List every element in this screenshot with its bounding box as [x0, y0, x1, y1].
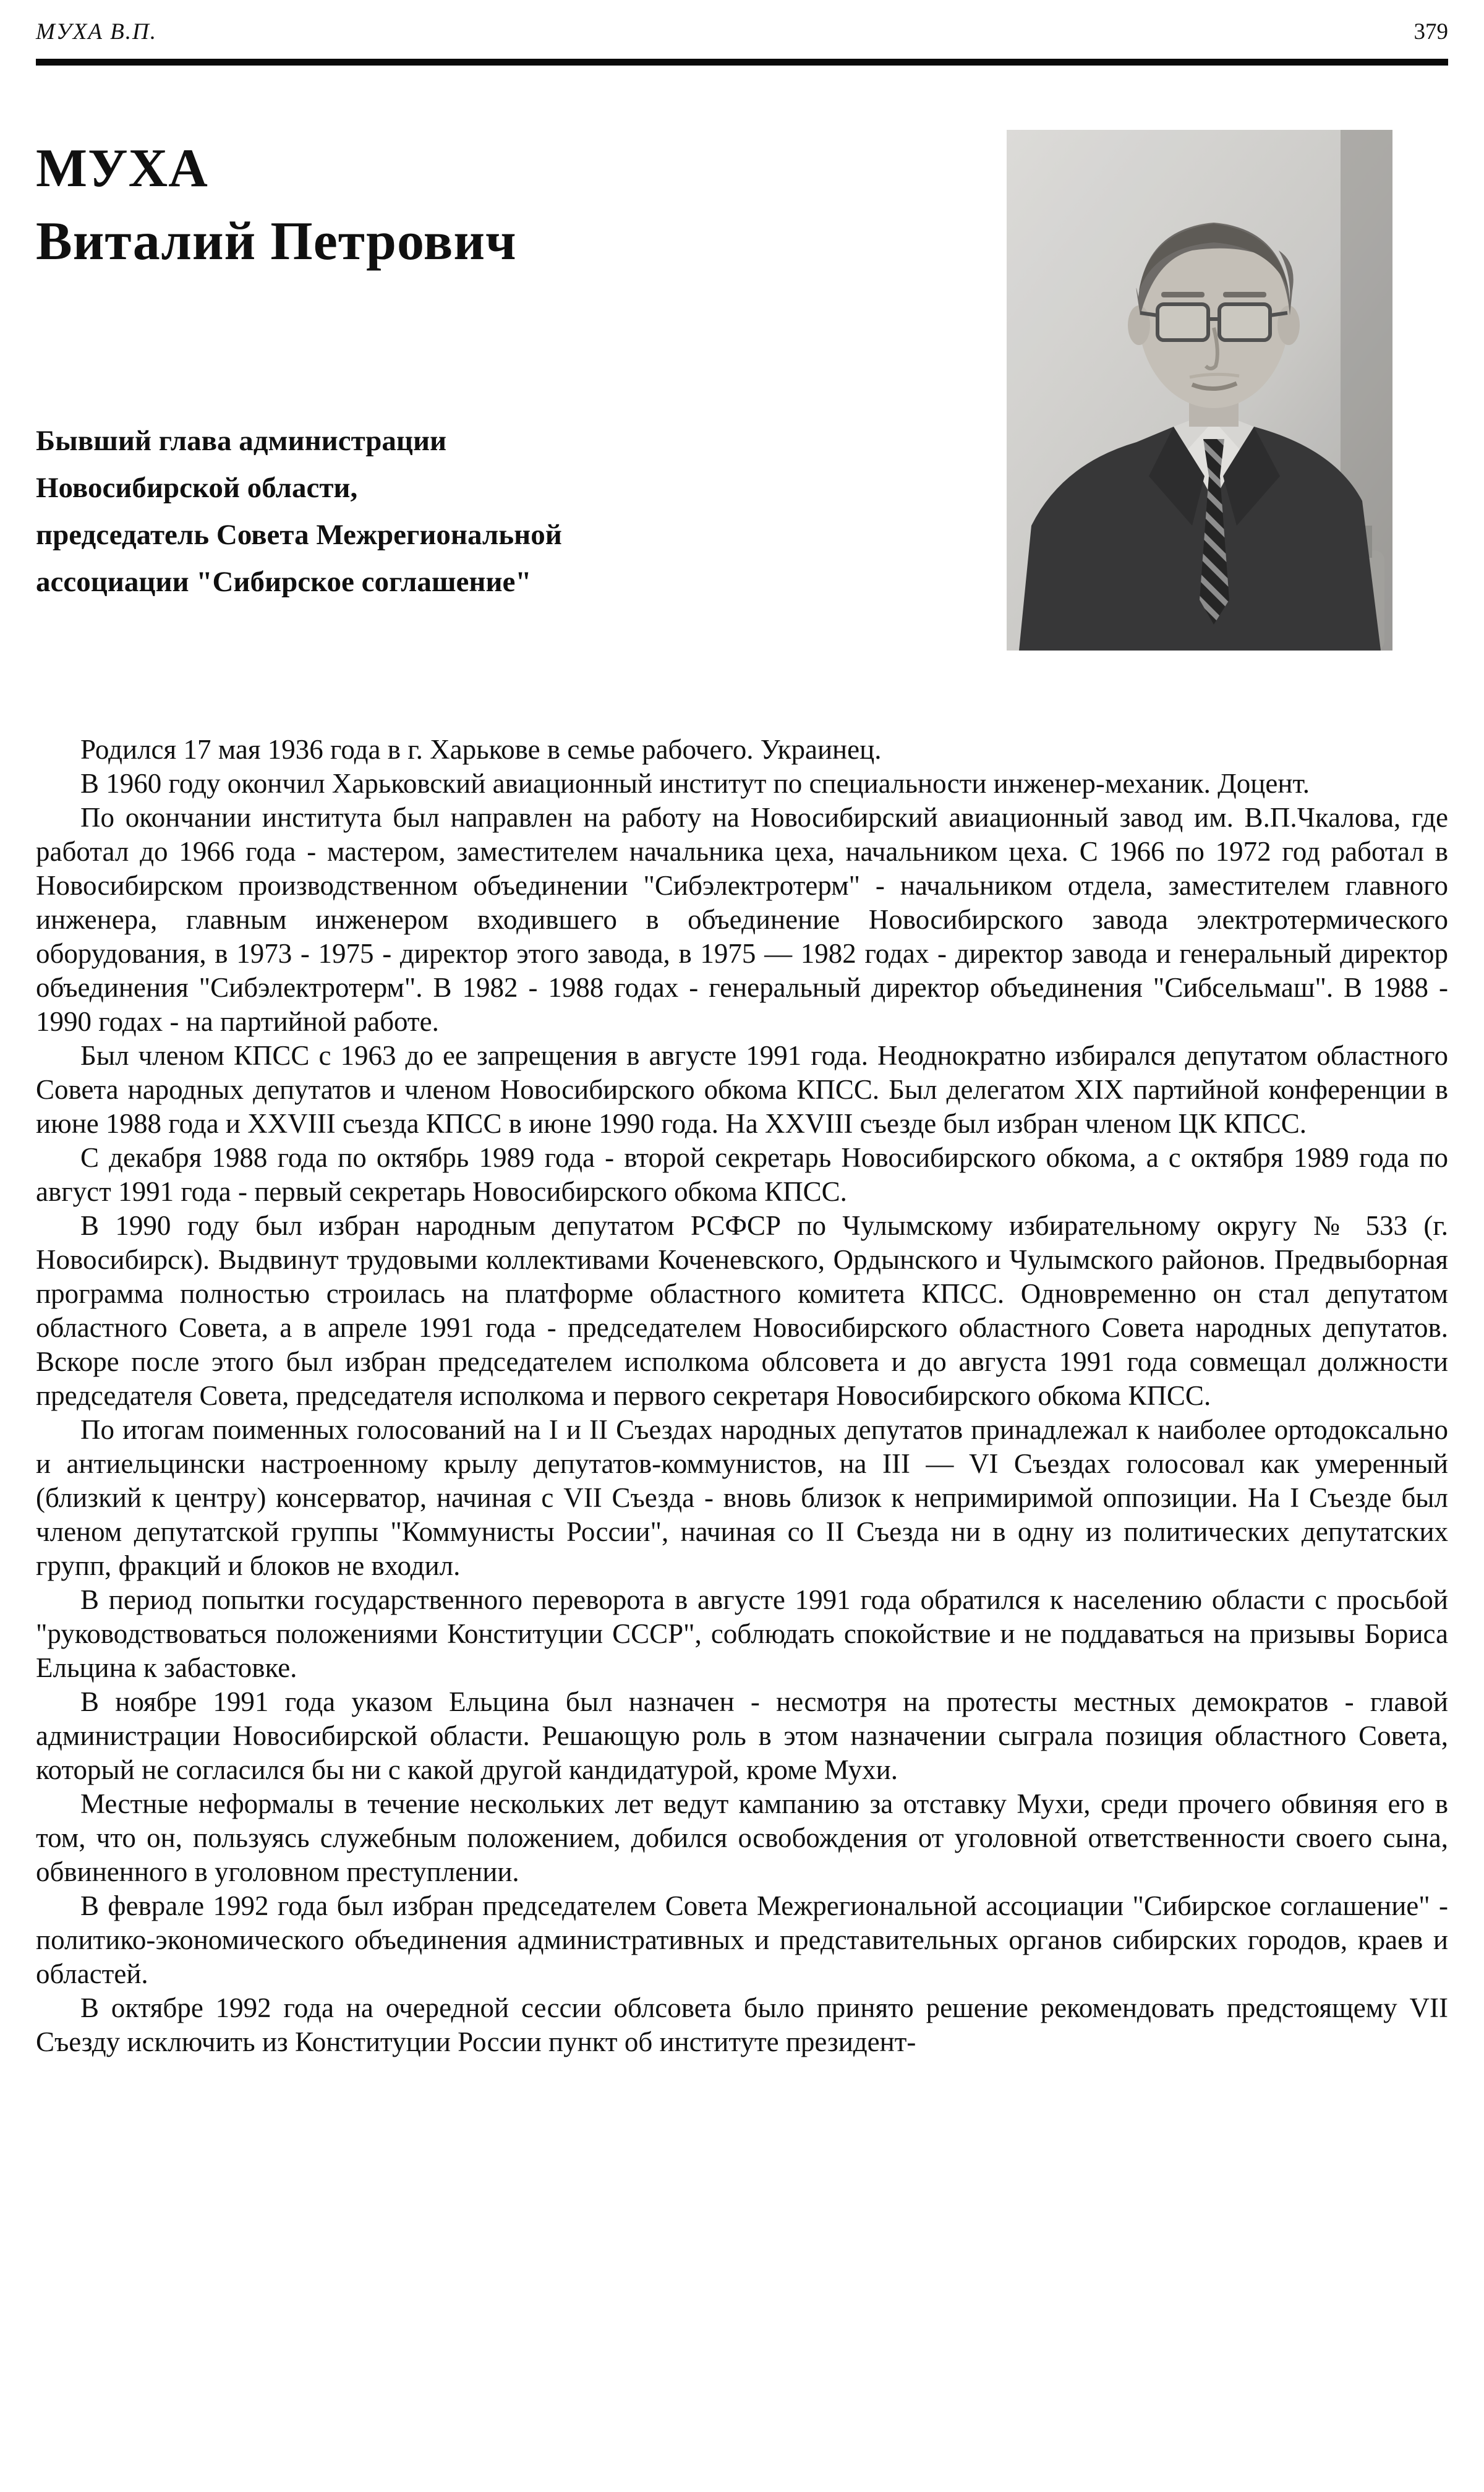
entry-body — [36, 733, 1448, 2059]
running-title: МУХА В.П. — [36, 19, 157, 45]
paragraph: В период попытки государственного переворота в августе 1991 года обратился к населению области с просьбой "руководствоваться положениями Конституции СССР", соблюдать спокойствие и не поддаваться на призывы Бориса Ельцина к забастовке. — [36, 1584, 1448, 1683]
running-head — [36, 0, 1448, 45]
paragraph: В октябре 1992 года на очередной сессии облсовета было принято решение рекомендовать предстоящему VII Съезду исключить из Конституции России пункт об институте президент- — [36, 1992, 1448, 2057]
paragraph: С декабря 1988 года по октябрь 1989 года - второй секретарь Новосибирского обкома, а с октября 1989 года по август 1991 года - первый секретарь Новосибирского обкома КПСС. — [36, 1142, 1448, 1207]
paragraph: В ноябре 1991 года указом Ельцина был назначен - несмотря на протесты местных демократов - главой администрации Новосибирской области. Решающую роль в этом назначении сыграла позиция областного Совета, который не согласился бы ни с какой другой кандидатурой, кроме Мухи. — [36, 1686, 1448, 1785]
paragraph: Родился 17 мая 1936 года в г. Харькове в семье рабочего. Украинец. — [80, 734, 882, 765]
entry-intro — [36, 132, 1448, 692]
header-rule — [36, 59, 1448, 66]
entry-surname: МУХА — [36, 139, 208, 198]
paragraph: По окончании института был направлен на работу на Новосибирский авиационный завод им. В.П.Чкалова, где работал до 1966 года - мастером, заместителем начальника цеха, начальником цеха. С 1966 по 1972 год работал в Новосибирском производственном объединении "Сибэлектротерм" - начальником отдела, заместителем главного инженера, главным инженером входившего в объединение Новосибирского завода электротермического оборудования, в 1973 - 1975 - директор этого завода, в 1975 — 1982 годах - директор завода и генеральный директор объединения "Сибэлектротерм". В 1982 - 1988 годах - генеральный директор объединения "Сибсельмаш". В 1988 - 1990 годах - на партийной работе. — [36, 802, 1448, 1037]
paragraph: По итогам поименных голосований на I и II Съездах народных депутатов принадлежал к наиболее ортодоксально и антиельцински настроенному крылу депутатов-коммунистов, на III — VI Съездах голосовал как умеренный (близкий к центру) консерватор, начиная с VII Съезда - вновь близок к непримиримой оппозиции. На I Съезде был членом депутатской группы "Коммунисты России", начиная со II Съезда ни в одну из политических депутатских групп, фракций и блоков не входил. — [36, 1414, 1448, 1581]
subtitle-line: председатель Совета Межрегиональной — [36, 519, 562, 551]
paragraph: В 1990 году был избран народным депутатом РСФСР по Чулымскому избирательному округу № 533 (г. Новосибирск). Выдвинут трудовыми коллективами Коченевского, Ордынского и Чулымского районов. Предвыборная программа полностью строилась на платформе областного комитета КПСС. Одновременно он стал депутатом областного Совета, а в апреле 1991 года - председателем Новосибирского областного Совета народных депутатов. Вскоре после этого был избран председателем исполкома облсовета и до августа 1991 года совмещал должности председателя Совета, председателя исполкома и первого секретаря Новосибирского обкома КПСС. — [36, 1210, 1448, 1411]
entry-name: Виталий Петрович — [36, 211, 517, 271]
subtitle-line: Бывший глава администрации — [36, 425, 447, 457]
subtitle-line: ассоциации "Сибирское соглашение" — [36, 566, 532, 598]
subtitle-line: Новосибирской области, — [36, 472, 358, 504]
paragraph: В феврале 1992 года был избран председателем Совета Межрегиональной ассоциации "Сибирское соглашение" - политико-экономического объединения административных и представительных органов сибирских городов, краев и областей. — [36, 1890, 1448, 1989]
paragraph: Местные неформалы в течение нескольких лет ведут кампанию за отставку Мухи, среди прочего обвиняя его в том, что он, пользуясь служебным положением, добился освобождения от уголовной ответственности своего сына, обвиненного в уголовном преступлении. — [36, 1788, 1448, 1887]
paragraph: Был членом КПСС с 1963 до ее запрещения в августе 1991 года. Неоднократно избирался депутатом областного Совета народных депутатов и членом Новосибирского обкома КПСС. Был делегатом XIX партийной конференции в июне 1988 года и XXVIII съезда КПСС в июне 1990 года. На XXVIII съезде был избран членом ЦК КПСС. — [36, 1040, 1448, 1139]
portrait-photo — [1007, 130, 1392, 651]
page-number: 379 — [1414, 19, 1448, 45]
portrait-illustration — [1007, 130, 1392, 651]
paragraph: В 1960 году окончил Харьковский авиационный институт по специальности инженер-механик. Доцент. — [80, 768, 1310, 799]
